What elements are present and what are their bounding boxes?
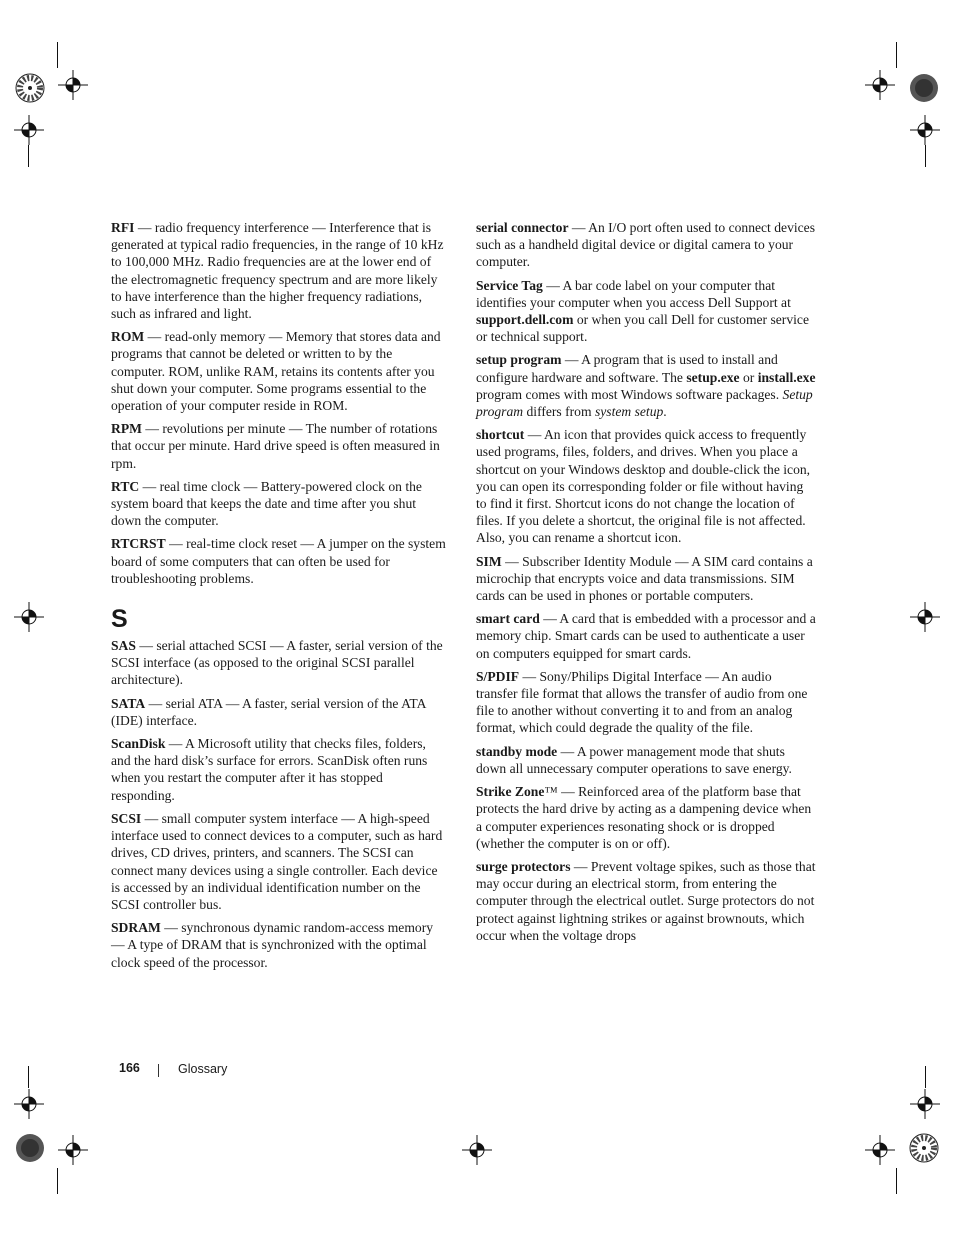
glossary-entry-setup-program xyxy=(476,351,816,420)
glossary-entry-scandisk xyxy=(111,735,448,804)
glossary-term: SIM xyxy=(476,553,502,569)
glossary-entry-rtc xyxy=(111,478,448,530)
glossary-term: SCSI xyxy=(111,810,142,826)
left-column xyxy=(111,219,448,977)
glossary-definition-cont: or when you call Dell for customer service or technical support. xyxy=(476,312,809,345)
glossary-definition: — Prevent voltage spikes, such as those that may occur during an electrical storm, from entering the computer through the electrical outlet. Surge protectors do not protect against lightning strikes or against brownouts, which occur when the voltage drops xyxy=(476,858,816,943)
glossary-definition: — A Microsoft utility that checks files, folders, and the hard disk’s surface for errors. ScanDisk often runs when you restart the computer after it has stopped responding. xyxy=(111,736,428,803)
crop-line-bottom-right-2 xyxy=(925,1066,926,1088)
crosshair-bottom-right-1 xyxy=(865,1135,895,1165)
glossary-entry-rom xyxy=(111,328,448,414)
glossary-definition: — real-time clock reset — A jumper on the system board of some computers that can often be used for troubleshooting problems. xyxy=(111,536,446,586)
glossary-entry-sas xyxy=(111,637,448,689)
crop-line-top-right-2 xyxy=(925,145,926,167)
crop-line-bottom-left xyxy=(57,1168,58,1194)
glossary-term: Service Tag xyxy=(476,277,543,293)
glossary-entry-sata xyxy=(111,695,448,729)
crop-line-top-left xyxy=(57,42,58,68)
glossary-entry-sim xyxy=(476,553,816,605)
glossary-entry-sdram xyxy=(111,919,448,971)
glossary-entry-serial-connector xyxy=(476,219,816,271)
glossary-definition: — Subscriber Identity Module — A SIM card contains a microchip that encrypts voice and data transmissions. SIM cards can be used in phones or portable computers. xyxy=(476,553,813,604)
glossary-entry-smart-card xyxy=(476,610,816,662)
glossary-term: standby mode xyxy=(476,743,558,759)
glossary-entry-rtcrst xyxy=(111,535,448,587)
running-title: Glossary xyxy=(178,1062,228,1076)
glossary-term: RFI xyxy=(111,220,135,235)
filename-install-exe: install.exe xyxy=(757,369,816,385)
glossary-definition: — read-only memory — Memory that stores data and programs that cannot be deleted or written to by the computer. ROM, unlike RAM, retains its contents after you shut down your computer. Some programs essential to the operation of your computer reside in ROM. xyxy=(111,329,441,414)
crosshair-top-left-2 xyxy=(14,115,44,145)
crop-line-top-right xyxy=(896,42,897,68)
glossary-definition: — radio frequency interference — Interference that is generated at typical radio frequencies, in the range of 10 kHz to 100,000 MHz. Radio frequencies are at the lower end of the electromagnetic frequency spectrum and are more likely to have interference than the higher frequency radiations, such as infrared and light. xyxy=(111,220,444,322)
glossary-term: RTCRST xyxy=(111,536,166,552)
glossary-entry-rpm xyxy=(111,420,448,472)
glossary-definition: — revolutions per minute — The number of rotations that occur per minute. Hard drive speed is often measured in rpm. xyxy=(111,421,440,471)
glossary-definition-cont: or xyxy=(739,369,758,385)
italic-setup-program: Setup program xyxy=(476,386,813,420)
glossary-definition: — A bar code label on your computer that identifies your computer when you access Dell Support at xyxy=(476,277,791,310)
glossary-term: RTC xyxy=(111,478,140,494)
glossary-entry-standby-mode xyxy=(476,743,816,777)
glossary-definition: — A power management mode that shuts down all unnecessary computer operations to save energy. xyxy=(476,743,792,776)
glossary-entry-spdif xyxy=(476,668,816,737)
glossary-definition-cont: program comes with most Windows software packages. xyxy=(476,386,783,402)
crop-line-bottom-left-2 xyxy=(28,1066,29,1088)
registration-mark-top-left xyxy=(14,72,46,104)
glossary-term: S/PDIF xyxy=(476,668,520,684)
glossary-term: SDRAM xyxy=(111,920,161,936)
glossary-entry-shortcut xyxy=(476,426,816,546)
glossary-term: RPM xyxy=(111,421,142,437)
glossary-definition: — real time clock — Battery-powered clock on the system board that keeps the date and time after you shut down the computer. xyxy=(111,478,422,529)
trademark-symbol: ™ xyxy=(544,784,558,800)
registration-mark-bottom-right xyxy=(908,1132,940,1164)
crosshair-top-right-2 xyxy=(910,115,940,145)
crop-line-bottom-right xyxy=(896,1168,897,1194)
glossary-definition: — A card that is embedded with a processor and a memory chip. Smart cards can be used to authenticate a user on computers equipped for smart cards. xyxy=(476,611,816,661)
glossary-definition: — Reinforced area of the platform base that protects the hard drive by acting as a dampening device when a computer experiences resonating shock or is dropped (whether the computer is on or off). xyxy=(476,784,812,851)
registration-mark-top-right xyxy=(908,72,940,104)
glossary-term: ScanDisk xyxy=(111,736,166,752)
glossary-definition-cont: differs from xyxy=(523,404,595,420)
glossary-term: serial connector xyxy=(476,220,569,235)
crop-line-top-left-2 xyxy=(28,145,29,167)
glossary-term: Strike Zone xyxy=(476,784,545,800)
glossary-definition: — small computer system interface — A high-speed interface used to connect devices to a computer, such as hard drives, CD drives, printers, and scanners. The SCSI can connect many devices using a single controller. Each device is accessed by an individual identification number on the SCSI controller bus. xyxy=(111,810,443,912)
glossary-term: shortcut xyxy=(476,427,525,443)
registration-mark-bottom-left xyxy=(14,1132,46,1164)
right-column xyxy=(476,219,816,950)
glossary-definition: — Sony/Philips Digital Interface — An audio transfer file format that allows the transfer of audio from one file to another without converting it to and from an analog format, which could degrade the quality of the file. xyxy=(476,668,808,736)
crosshair-bottom-left-1 xyxy=(14,1089,44,1119)
filename-setup-exe: setup.exe xyxy=(686,369,740,385)
crosshair-middle-left xyxy=(14,602,44,632)
glossary-term: surge protectors xyxy=(476,858,571,874)
glossary-definition: — serial ATA — A faster, serial version of the ATA (IDE) interface. xyxy=(111,695,426,728)
crosshair-middle-right xyxy=(910,602,940,632)
glossary-entry-rfi xyxy=(111,219,448,322)
page-number: 166 xyxy=(119,1061,140,1075)
crosshair-bottom-left-2 xyxy=(58,1135,88,1165)
glossary-entry-strike-zone xyxy=(476,783,816,852)
glossary-term: SAS xyxy=(111,638,136,654)
glossary-term: setup program xyxy=(476,352,562,368)
glossary-definition: — An icon that provides quick access to frequently used programs, files, folders, and drives. When you place a shortcut on your Windows desktop and double-click the icon, you can open its corresponding folder or file without having to find it first. Shortcut icons do not change the location of files. If you delete a shortcut, the original file is not affected. Also, you can rename a shortcut icon. xyxy=(476,427,811,546)
glossary-term: ROM xyxy=(111,329,145,345)
section-heading-s: S xyxy=(111,605,128,634)
crosshair-top-right-1 xyxy=(865,70,895,100)
glossary-definition: — synchronous dynamic random-access memory — A type of DRAM that is synchronized with the optimal clock speed of the processor. xyxy=(111,920,434,970)
glossary-definition: — serial attached SCSI — A faster, serial version of the SCSI interface (as opposed to the original SCSI parallel architecture). xyxy=(111,638,443,688)
italic-system-setup: system setup xyxy=(594,404,664,420)
glossary-definition: — A program that is used to install and configure hardware and software. The xyxy=(476,352,778,385)
support-website-text: support.dell.com xyxy=(476,312,574,328)
crosshair-bottom-center xyxy=(462,1135,492,1165)
footer-divider xyxy=(158,1064,159,1077)
glossary-entry-surge-protectors xyxy=(476,858,816,944)
glossary-entry-service-tag xyxy=(476,277,816,346)
crosshair-top-left-1 xyxy=(58,70,88,100)
glossary-definition-cont: . xyxy=(663,404,667,420)
glossary-term: smart card xyxy=(476,611,540,627)
glossary-term: SATA xyxy=(111,695,146,711)
crosshair-bottom-right-2 xyxy=(910,1089,940,1119)
glossary-entry-scsi xyxy=(111,810,448,913)
glossary-definition: — An I/O port often used to connect devices such as a handheld digital device or digital camera to your computer. xyxy=(476,220,815,270)
